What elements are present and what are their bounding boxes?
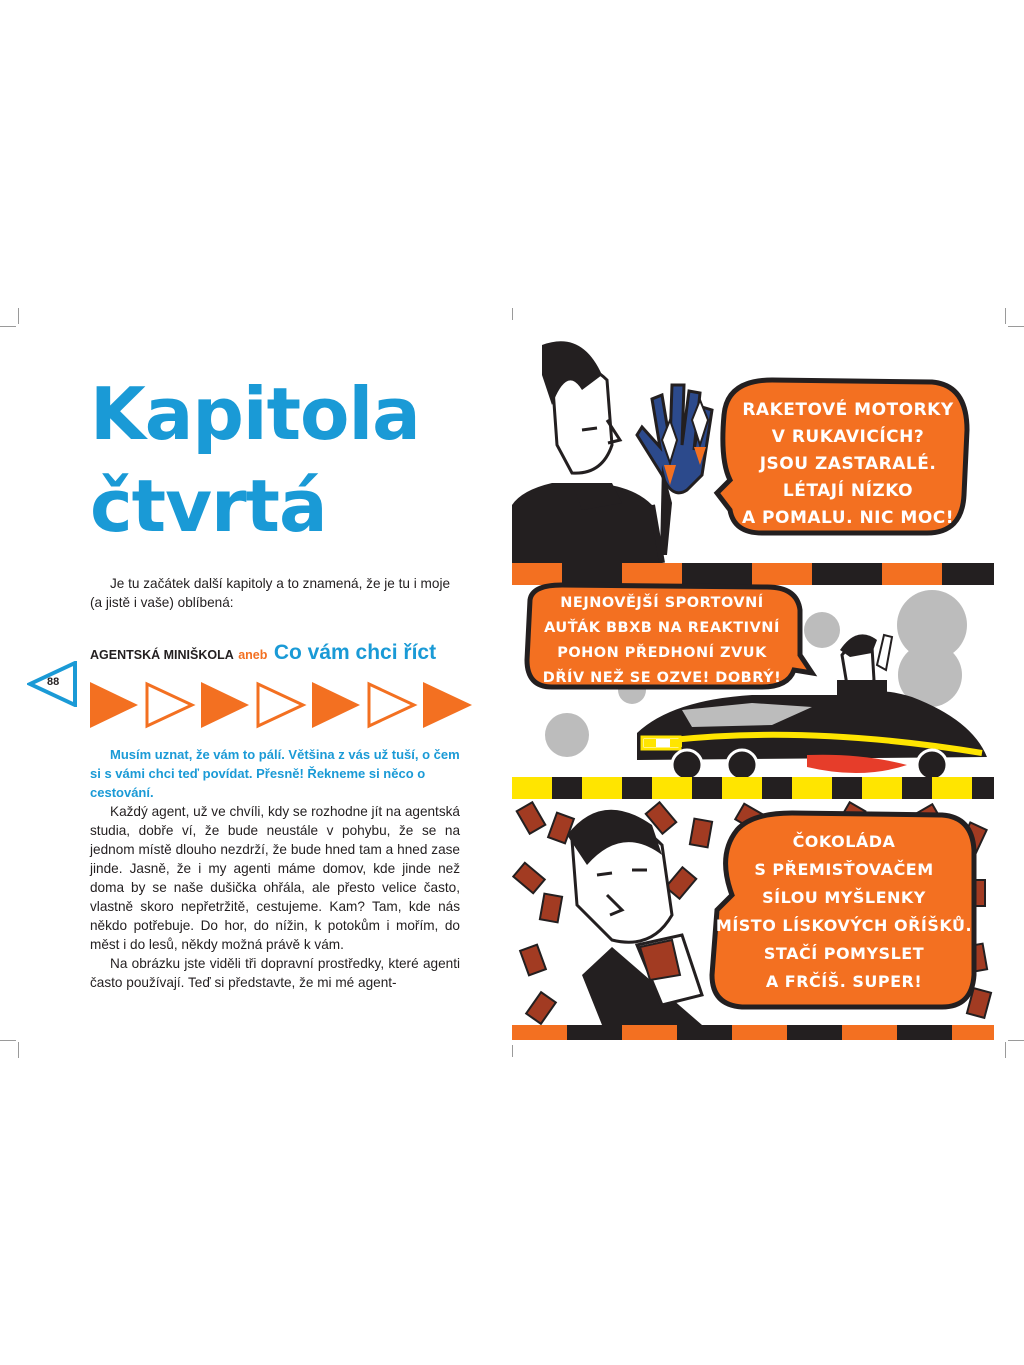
speech-bubble-line: S PŘEMISŤOVAČEM bbox=[754, 860, 934, 879]
page-number-badge bbox=[27, 661, 77, 707]
speech-bubble-line: MÍSTO LÍSKOVÝCH OŘÍŠKŮ. bbox=[715, 916, 973, 935]
comic-stripe bbox=[512, 563, 994, 585]
arrow-icon bbox=[423, 682, 472, 728]
crop-mark bbox=[1005, 308, 1006, 324]
speech-bubble-line: V RUKAVICÍCH? bbox=[771, 427, 925, 447]
crop-mark bbox=[512, 308, 513, 320]
body-paragraph: Každý agent, už ve chvíli, kdy se rozhodne jít na agentská studia, dobře ví, že bude neustále v pohybu, že se na jednom místě dlouho nezdrží, že bude hned tam a hned zase jinde. Jasně, že i my agenti máme domov, kde jinde než doma by se naše dušička ohřála, ale přesto velice často, vlastně skoro nepřetržitě, cestujeme. Kam? Tam, kde nás někdo potřebuje. Do hor, do nížin, k potokům i mořím, do měst i do lesů, někdy možná právě k vám. bbox=[90, 804, 460, 952]
decorative-arrow-row bbox=[88, 680, 478, 730]
comic-panel-1 bbox=[512, 341, 967, 563]
crop-mark bbox=[0, 326, 16, 327]
comic-stripe bbox=[512, 777, 994, 799]
arrow-icon bbox=[312, 682, 360, 728]
crop-mark bbox=[18, 308, 19, 324]
section-heading-label: AGENTSKÁ MINIŠKOLA bbox=[90, 648, 234, 662]
crop-mark bbox=[1005, 1042, 1006, 1058]
crop-mark bbox=[18, 1042, 19, 1058]
crop-mark bbox=[512, 1045, 513, 1057]
crop-mark bbox=[1008, 1040, 1024, 1041]
crop-mark bbox=[0, 1040, 16, 1041]
section-heading-title: Co vám chci říct bbox=[273, 641, 437, 664]
crop-mark bbox=[1008, 326, 1024, 327]
speech-bubble-1-text bbox=[742, 398, 954, 528]
speech-bubble-line: STAČÍ POMYSLET bbox=[763, 944, 925, 963]
page-number: 88 bbox=[47, 676, 60, 688]
arrow-icon bbox=[90, 682, 138, 728]
speech-bubble-line: NEJNOVĚJŠÍ SPORTOVNÍ bbox=[560, 595, 764, 611]
speech-bubble-line: A POMALU. NIC MOC! bbox=[741, 508, 955, 528]
body-paragraph: Na obrázku jste viděli tři dopravní prostředky, které agenti často používají. Teď si představte, že mi mé agent- bbox=[90, 956, 460, 990]
comic-panel-3 bbox=[513, 802, 991, 1025]
intro-paragraph: Je tu začátek další kapitoly a to znamená, že je tu i moje (a jistě i vaše) oblíbená: bbox=[90, 576, 451, 610]
speech-bubble-line: SÍLOU MYŠLENKY bbox=[762, 888, 926, 907]
speech-bubble-line: ČOKOLÁDA bbox=[792, 832, 896, 851]
speech-bubble-line: LÉTAJÍ NÍZKO bbox=[782, 481, 914, 501]
arrow-icon bbox=[201, 682, 249, 728]
speech-bubble-line: DŘÍV NEŽ SE OZVE! DOBRÝ! bbox=[542, 670, 782, 686]
speech-bubble-line: POHON PŘEDHONÍ ZVUK bbox=[557, 645, 767, 661]
speech-bubble-line: AUŤÁK BBXB NA REAKTIVNÍ bbox=[544, 620, 780, 636]
chapter-title-line1: Kapitola bbox=[90, 372, 420, 456]
arrow-icon bbox=[147, 684, 192, 726]
arrow-icon bbox=[258, 684, 303, 726]
speech-bubble-line: A FRČÍŠ. SUPER! bbox=[765, 972, 923, 991]
speech-bubble-line: RAKETOVÉ MOTORKY bbox=[742, 400, 954, 420]
comic-illustration bbox=[512, 335, 994, 1040]
section-heading bbox=[90, 641, 436, 665]
comic-stripe bbox=[512, 1025, 994, 1040]
section-heading-connector: aneb bbox=[238, 648, 268, 662]
speech-bubble-line: JSOU ZASTARALÉ. bbox=[759, 454, 937, 474]
chapter-title-line2: čtvrtá bbox=[90, 464, 327, 548]
lead-paragraph: Musím uznat, že vám to pálí. Většina z vás už tuší, o čem si s vámi chci teď povídat. Přesně! Řekneme si něco o cestování. bbox=[90, 747, 460, 800]
arrow-icon bbox=[369, 684, 414, 726]
